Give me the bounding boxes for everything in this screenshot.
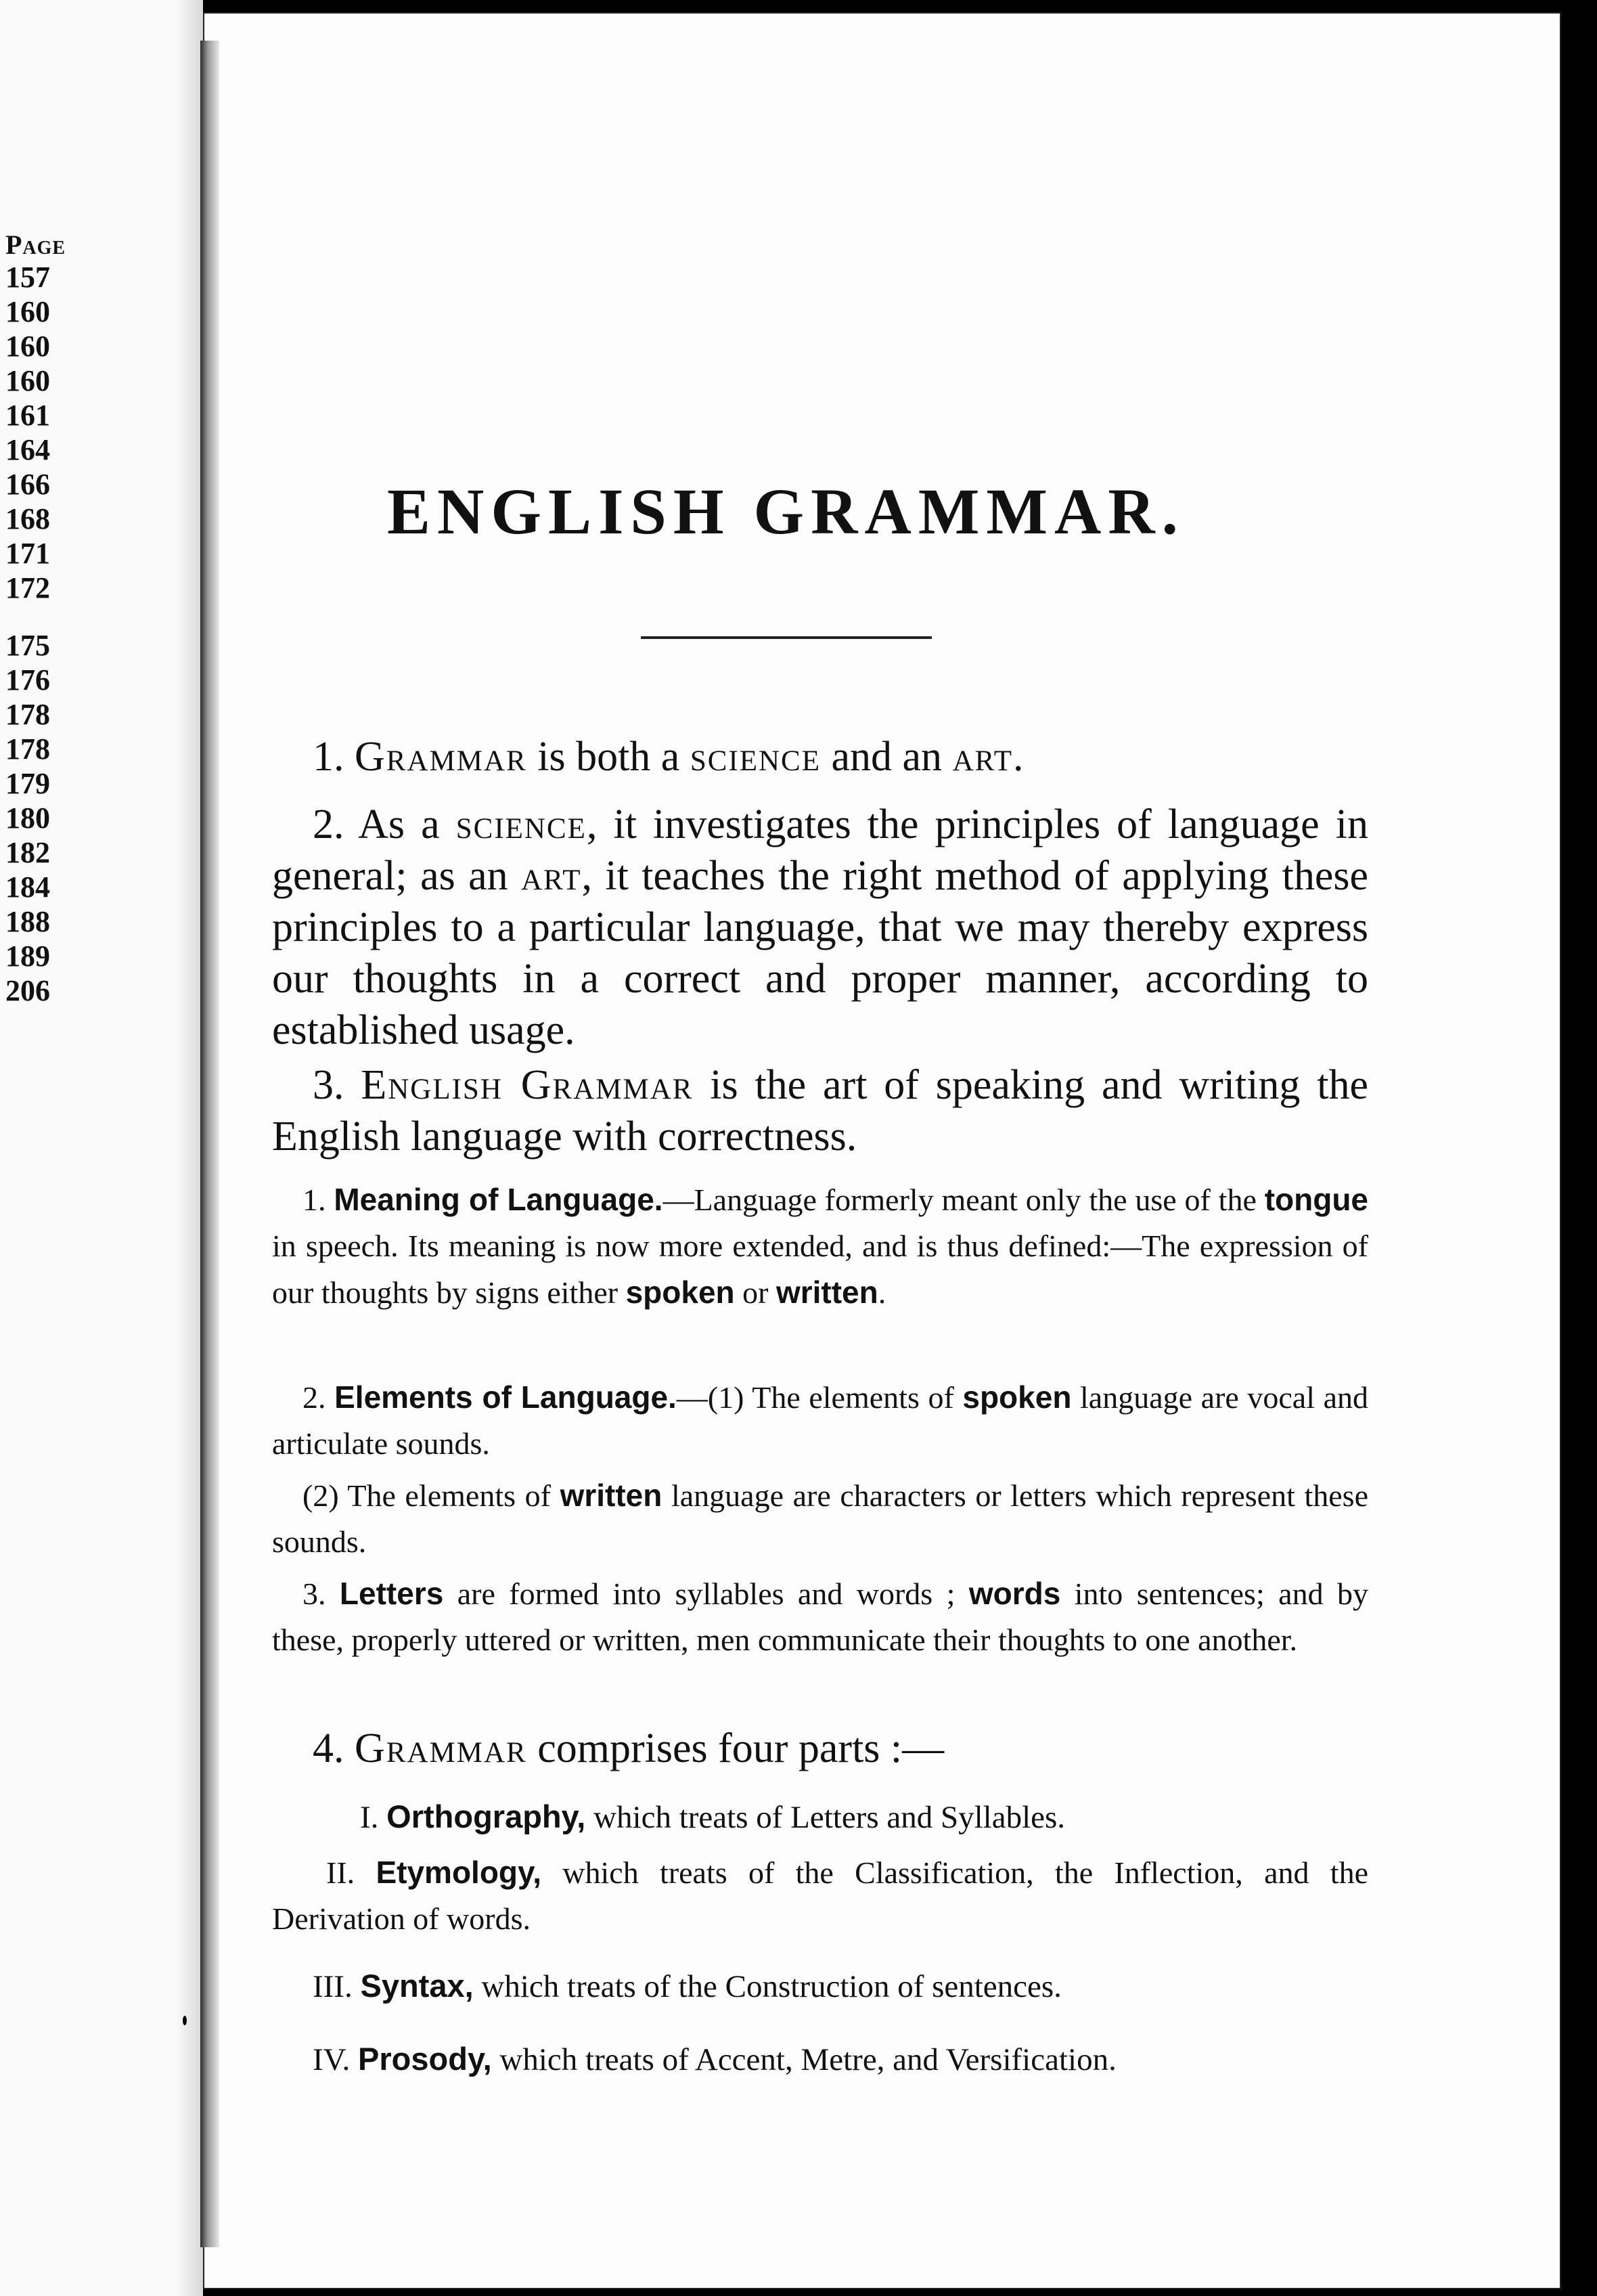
grammar-part-1: I. Orthography, which treats of Letters and Syllables. — [360, 1798, 1066, 1835]
note-3: 3. Letters are formed into syllables and words ; words into sentences; and by these, properly uttered or written, men communicate their thoughts to one another. — [272, 1576, 1368, 1657]
toc-page-number: 188 — [5, 905, 50, 938]
right-page — [203, 12, 1561, 2289]
page-title: ENGLISH GRAMMAR. — [387, 475, 1185, 548]
paragraph-3: 3. English Grammar is the art of speaking and writing the English language with correctness. — [272, 1062, 1369, 1160]
paragraph-1: 1. Grammar is both a science and an art. — [313, 734, 1024, 780]
toc-page-number: 180 — [5, 801, 50, 835]
page-edge-shadow — [200, 41, 219, 2247]
toc-page-number: 160 — [5, 330, 50, 363]
toc-page-number: 184 — [5, 870, 50, 904]
toc-page-number: 171 — [5, 537, 50, 570]
toc-page-number: 172 — [5, 571, 50, 604]
note-2-sub: (2) The elements of written language are characters or letters which represent these sounds. — [272, 1478, 1368, 1559]
toc-page-number: 168 — [5, 502, 50, 535]
paragraph-4: 4. Grammar comprises four parts :— — [313, 1725, 945, 1771]
toc-page-number: 189 — [5, 940, 50, 973]
toc-page-number-column — [5, 230, 66, 1008]
grammar-part-2: II. Etymology, which treats of the Classification, the Inflection, and the Derivation of words. — [272, 1855, 1369, 1936]
toc-page-number: 179 — [5, 767, 50, 800]
grammar-part-4: IV. Prosody, which treats of Accent, Metre, and Versification. — [313, 2041, 1117, 2077]
note-1: 1. Meaning of Language.—Language formerly meant only the use of the tongue in speech. Its meaning is now more extended, and is thus defined:—The expression of our thoughts by signs either spoken or written. — [272, 1182, 1369, 1310]
toc-page-number: 160 — [5, 364, 50, 397]
toc-page-number: 160 — [5, 295, 50, 328]
paragraph-2: 2. As a science, it investigates the principles of language in general; as an art, it teaches the right method of applying these principles to a particular language, that we may thereby express our thoughts in a correct and proper manner, according to established usage. — [272, 801, 1369, 1053]
left-facing-page — [0, 0, 203, 2296]
toc-page-number: 176 — [5, 663, 50, 697]
toc-page-number: 178 — [5, 698, 50, 731]
toc-page-number: 161 — [5, 399, 50, 432]
toc-page-number: 175 — [5, 629, 50, 662]
note-2: 2. Elements of Language.—(1) The elements of spoken language are vocal and articulate sounds. — [272, 1379, 1369, 1461]
title-divider-rule — [641, 636, 932, 639]
scan-speck — [183, 2016, 187, 2025]
toc-page-number: 166 — [5, 468, 50, 501]
grammar-part-3: III. Syntax, which treats of the Construction of sentences. — [313, 1968, 1062, 2004]
toc-page-number: 157 — [5, 261, 50, 294]
toc-page-number: 178 — [5, 732, 50, 766]
toc-page-number: 182 — [5, 836, 50, 869]
book-gutter — [176, 0, 203, 2296]
toc-page-number: 164 — [5, 433, 50, 466]
toc-page-header: Page — [5, 229, 66, 260]
toc-page-number: 206 — [5, 974, 50, 1007]
